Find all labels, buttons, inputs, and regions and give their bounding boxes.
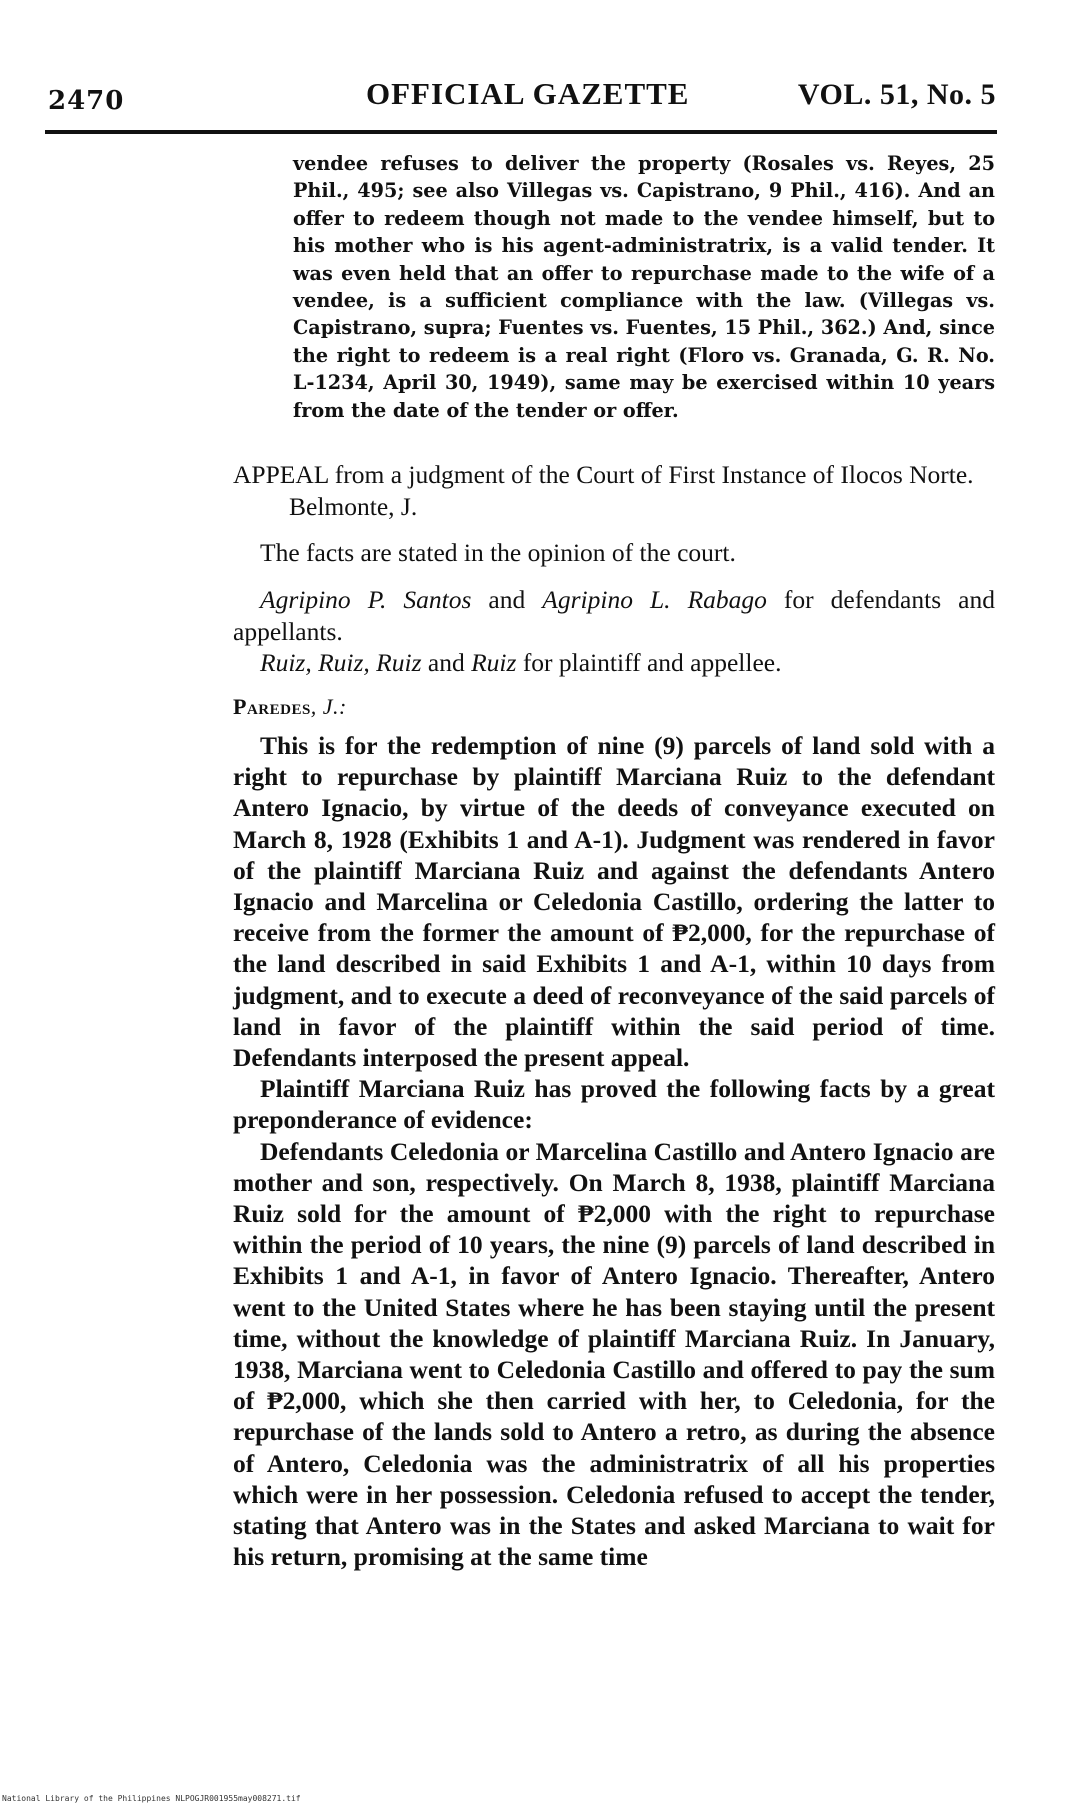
opinion-paragraph: Defendants Celedonia or Marcelina Castillo and Antero Ignacio are mother and son, respectively. On March 8, 1938, plaintiff Marciana Ruiz sold for the amount of ₱2,000 with the right to repurchase within the period of 10 years, the nine (9) parcels of land described in Exhibits 1 and A-1, in favor of Antero Ignacio. Thereafter, Antero went to the United States where he has been staying until the present time, without the knowledge of plaintiff Marciana Ruiz. In January, 1938, Marciana went to Celedonia Castillo and offered to pay the sum of ₱2,000, which she then carried with her, to Celedonia, for the repurchase of the lands sold to Antero a retro, as during the absence of Antero, Celedonia was the administratrix of all his properties which were in her possession. Celedonia refused to accept the tender, stating that Antero was in the States and asked Marciana to wait for his return, promising at the same time (233, 1136, 995, 1572)
plaintiff-counsel-name-last: Ruiz (471, 648, 517, 678)
plaintiff-counsel-names: Ruiz, Ruiz, Ruiz (260, 648, 422, 678)
defendants-counsel-name-1: Agripino P. Santos (260, 585, 472, 614)
plaintiff-counsel-role: for plaintiff and appellee. (516, 648, 782, 678)
syllabus-paragraph: vendee refuses to deliver the property (Rosales vs. Reyes, 25 Phil., 495; see also Villegas vs. Capistrano, 9 Phil., 416). And an offer to redeem though not made to the vendee himself, but to his mother who is his agent-administratrix, is a valid tender. It was even held that an offer to repurchase made to the wife of a vendee, is a sufficient compliance with the law. (Villegas vs. Capistrano, supra; Fuentes vs. Fuentes, 15 Phil., 362.) And, since the right to redeem is a real right (Floro vs. Granada, G. R. No. L-1234, April 30, 1949), same may be exercised within 10 years from the date of the tender or offer. (293, 152, 995, 422)
page-header (48, 70, 996, 116)
defendants-counsel-name-2: Agripino L. Rabago (542, 585, 767, 614)
appeal-line: APPEAL from a judgment of the Court of First Instance of Ilocos Norte. Belmonte, J. (233, 460, 974, 521)
publication-title: OFFICIAL GAZETTE (366, 76, 690, 111)
page-number: 2470 (48, 86, 125, 116)
counsel-connector-1: and (471, 585, 543, 614)
ponente (233, 694, 347, 720)
defendants-counsel-role: for defendants and appellants. (233, 585, 995, 646)
opinion-paragraph: Plaintiff Marciana Ruiz has proved the following facts by a great preponderance of evidence: (233, 1074, 995, 1135)
counsel-block (233, 584, 995, 679)
scan-source-note: National Library of the Philippines NLPOGJR001955may008271.tif (2, 1794, 301, 1803)
plaintiff-counsel (233, 647, 995, 679)
ponente-suffix: , J.: (310, 694, 347, 719)
opinion-paragraph: This is for the redemption of nine (9) parcels of land sold with a right to repurchase by plaintiff Marciana Ruiz to the defendant Antero Ignacio, by virtue of the deeds of conveyance executed on March 8, 1928 (Exhibits 1 and A-1). Judgment was rendered in favor of the plaintiff Marciana Ruiz and against the defendants Antero Ignacio and Marcelina or Celedonia Castillo, ordering the latter to receive from the former the amount of ₱2,000, for the repurchase of the land described in said Exhibits 1 and A-1, within 10 days from judgment, and to execute a deed of reconveyance of the said parcels of land in favor of the plaintiff within the said period of time. Defendants interposed the present appeal. (233, 731, 995, 1073)
volume-info: VOL. 51, No. 5 (797, 78, 996, 111)
facts-statement: The facts are stated in the opinion of the court. (260, 538, 736, 567)
defendants-counsel (233, 584, 995, 647)
counsel-connector-2: and (421, 648, 472, 678)
opinion-body (233, 730, 995, 1572)
ponente-name: Paredes (233, 694, 311, 719)
header-divider (45, 130, 997, 134)
